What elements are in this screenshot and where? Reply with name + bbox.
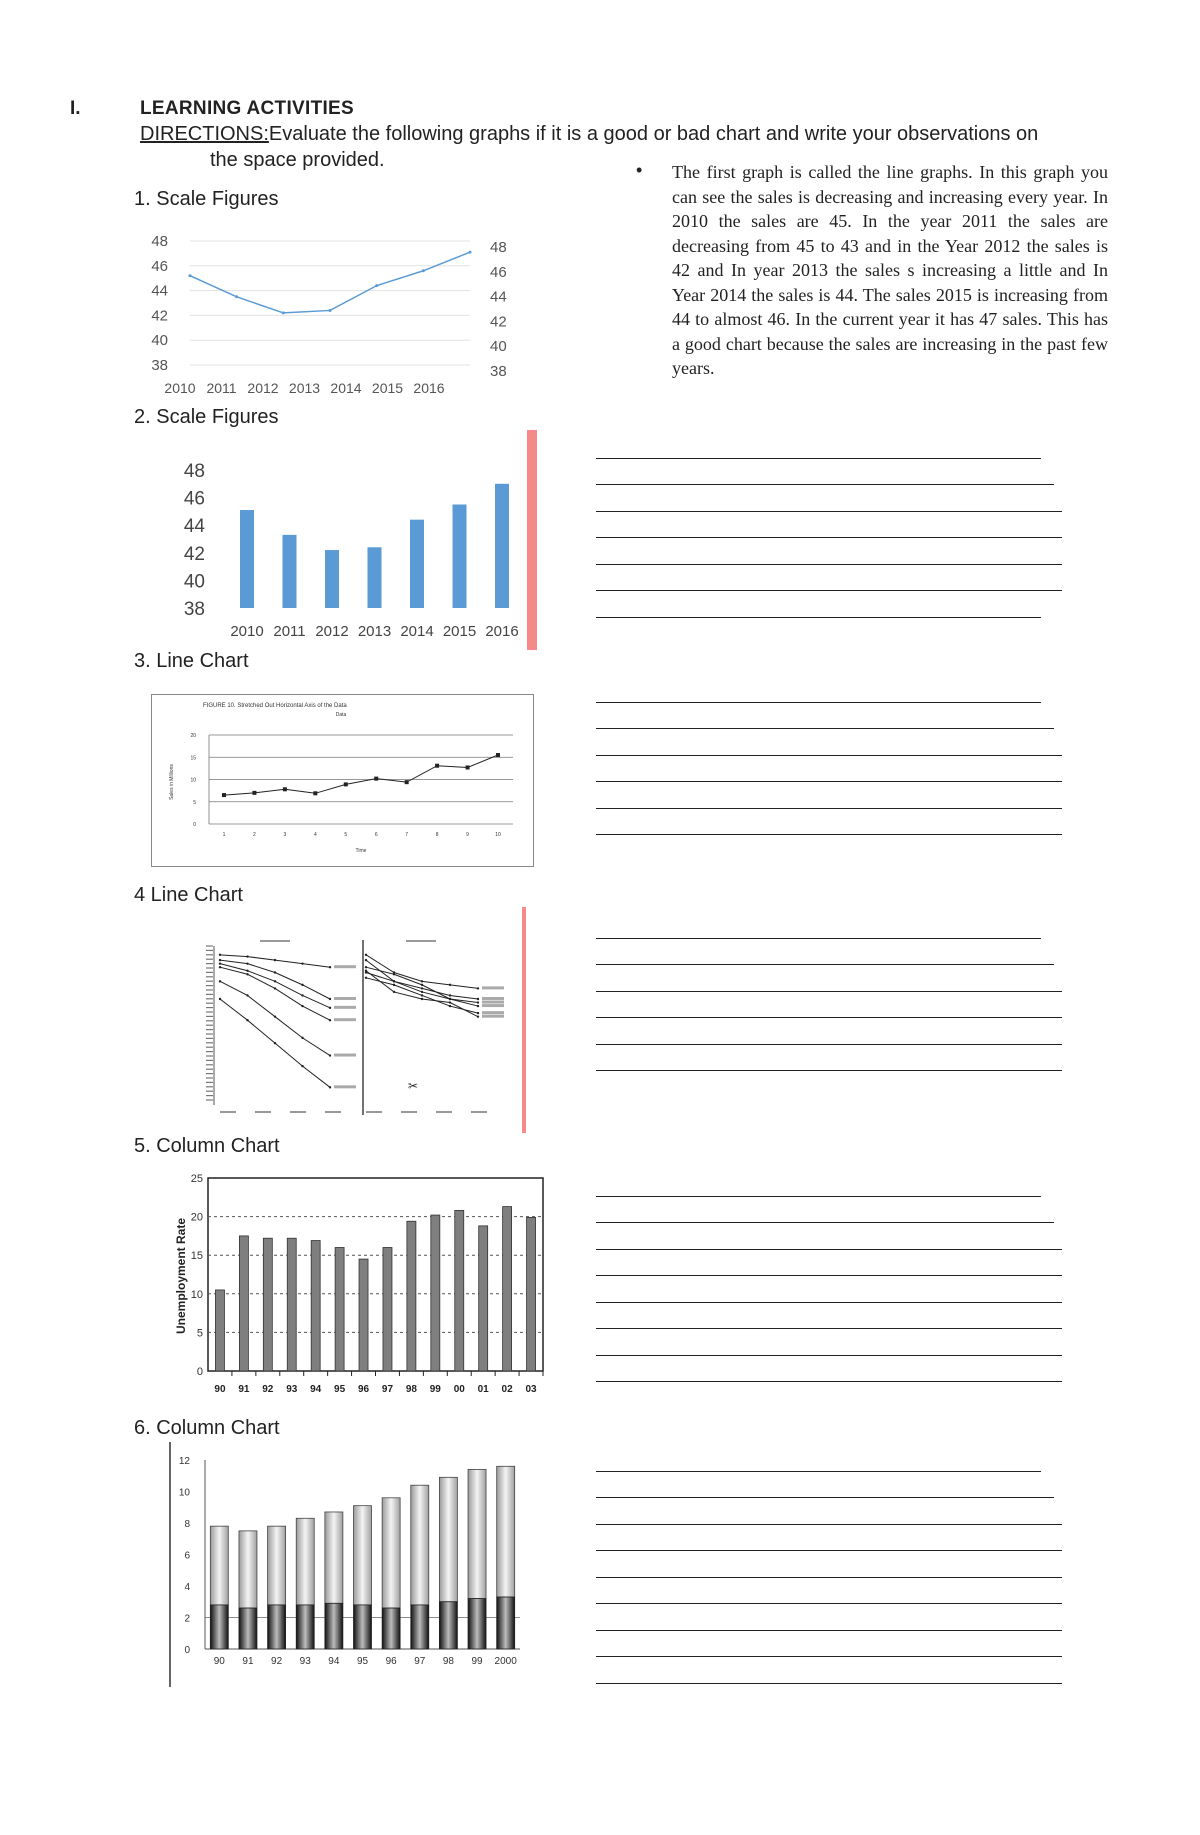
answer-lines-6[interactable]: [596, 1445, 1062, 1684]
answer-line[interactable]: [596, 1170, 1041, 1197]
answer-line[interactable]: [596, 809, 1062, 836]
data-point: [449, 998, 451, 1000]
answer-line[interactable]: [596, 459, 1054, 486]
bar-segment-lower: [239, 1608, 257, 1649]
data-point: [235, 295, 238, 298]
y-tick: 20: [190, 1211, 203, 1224]
x-tick: 92: [271, 1656, 283, 1667]
data-point: [449, 994, 451, 996]
data-point: [421, 987, 423, 989]
data-point: [274, 971, 276, 973]
x-tick: 1: [222, 832, 226, 838]
bar: [359, 1259, 368, 1371]
data-point: [405, 780, 409, 784]
answer-line[interactable]: [596, 756, 1062, 783]
bar: [287, 1238, 296, 1371]
data-point: [219, 959, 221, 961]
answer-line[interactable]: [596, 1276, 1062, 1303]
item-title-6: 6. Column Chart: [134, 1417, 280, 1439]
answer-line[interactable]: [596, 1356, 1062, 1383]
item-title-3: 3. Line Chart: [134, 650, 249, 672]
data-point: [301, 1037, 303, 1039]
data-point: [375, 284, 378, 287]
bar-segment-upper: [382, 1498, 400, 1608]
x-tick: [220, 1111, 236, 1113]
x-tick: 7: [405, 832, 409, 838]
answer-line[interactable]: [596, 1018, 1062, 1045]
data-point: [219, 962, 221, 964]
y-tick: 0: [196, 1366, 203, 1378]
item-title-4: 4 Line Chart: [134, 884, 243, 906]
x-tick: 93: [286, 1384, 298, 1395]
section-number: I.: [70, 98, 81, 119]
y-tick-left: 42: [151, 307, 168, 325]
legend-label: [482, 1011, 504, 1014]
data-point: [283, 787, 287, 791]
bar: [325, 550, 339, 608]
data-point: [421, 980, 423, 982]
chart-4-multi-line: [200, 940, 520, 1115]
answer-line[interactable]: [596, 1657, 1062, 1684]
x-tick: 2000: [494, 1656, 517, 1667]
data-point: [301, 962, 303, 964]
y-axis-label: Sales in Millions: [169, 764, 175, 800]
y-tick: 10: [178, 1487, 190, 1499]
item-title-1: 1. Scale Figures: [134, 188, 279, 210]
data-point: [282, 311, 285, 314]
bar: [335, 1247, 344, 1371]
y-tick: 5: [196, 1327, 203, 1340]
legend-label: [482, 1004, 504, 1007]
series-line: [190, 252, 470, 313]
answer-line[interactable]: [596, 1578, 1062, 1605]
x-tick: [255, 1111, 271, 1113]
bar: [455, 1210, 464, 1371]
answer-line[interactable]: [596, 729, 1062, 756]
directions-label: DIRECTIONS:: [140, 123, 269, 145]
x-tick: 91: [238, 1384, 250, 1395]
x-tick: 8: [435, 832, 439, 838]
x-tick: 95: [356, 1656, 369, 1667]
bullet-marker: •: [636, 160, 643, 180]
legend-label: [482, 986, 504, 989]
data-point: [313, 791, 317, 795]
y-tick: 6: [184, 1550, 190, 1562]
x-tick: 2013: [357, 623, 392, 640]
section-heading: LEARNING ACTIVITIES: [140, 98, 355, 119]
panel-title: [260, 940, 290, 942]
x-tick: 92: [262, 1384, 274, 1395]
answer-line[interactable]: [596, 992, 1062, 1019]
y-tick-left: 48: [151, 233, 168, 250]
y-tick: 4: [184, 1582, 190, 1593]
answer-line[interactable]: [596, 1631, 1062, 1658]
answer-line[interactable]: [596, 939, 1054, 966]
bar: [215, 1290, 224, 1371]
data-point: [393, 973, 395, 975]
y-tick: 25: [190, 1173, 203, 1185]
x-tick: 2014: [400, 623, 434, 640]
answer-line[interactable]: [596, 565, 1062, 592]
x-tick: 99: [471, 1656, 483, 1667]
x-tick: 97: [381, 1384, 394, 1395]
plot-frame: [208, 1178, 543, 1371]
x-tick: 99: [429, 1384, 441, 1395]
data-point: [344, 782, 348, 786]
bar: [431, 1215, 440, 1371]
series-line: [220, 964, 330, 1008]
x-tick: 98: [442, 1656, 454, 1667]
data-point: [477, 1015, 479, 1017]
y-tick: 10: [190, 1288, 203, 1301]
bar-segment-upper: [354, 1506, 372, 1605]
chart-title: FIGURE 10. Stretched Out Horizontal Axis of the Data: [203, 703, 347, 709]
red-margin-bar-1: [527, 430, 537, 650]
answer-line[interactable]: [596, 1197, 1054, 1224]
data-point: [329, 1054, 331, 1056]
bar-segment-lower: [497, 1597, 515, 1649]
y-tick: 40: [183, 571, 205, 593]
y-tick-left: 44: [151, 282, 168, 300]
data-point: [246, 994, 248, 996]
y-tick: 46: [183, 488, 205, 510]
y-tick: 0: [193, 822, 196, 828]
answer-lines-5[interactable]: [596, 1170, 1062, 1382]
data-point: [393, 980, 395, 982]
bar-segment-upper: [497, 1466, 515, 1597]
y-tick: 5: [193, 799, 196, 806]
x-tick: 2015: [442, 623, 477, 640]
data-point: [421, 991, 423, 993]
y-tick-right: 46: [490, 263, 507, 281]
data-point: [365, 977, 367, 979]
bar-segment-lower: [411, 1605, 429, 1649]
bar: [383, 1247, 392, 1371]
y-tick-left: 40: [151, 332, 168, 350]
x-tick: 2014: [330, 380, 362, 396]
answer-line[interactable]: [596, 512, 1062, 539]
data-point: [393, 991, 395, 993]
answer-line[interactable]: [596, 432, 1041, 459]
y-tick: 10: [190, 777, 196, 784]
data-point: [329, 998, 331, 1000]
bar-segment-upper: [325, 1512, 343, 1603]
answer-line[interactable]: [596, 1498, 1062, 1525]
legend-label: [334, 997, 356, 1000]
x-tick: 96: [357, 1384, 370, 1395]
answer-line[interactable]: [596, 1472, 1054, 1499]
y-tick: 12: [178, 1456, 190, 1467]
directions-text-2: the space provided.: [210, 149, 385, 171]
legend-label: [334, 965, 356, 968]
answer-line[interactable]: [596, 1250, 1062, 1277]
x-tick: 2011: [206, 380, 237, 396]
bar: [410, 520, 424, 608]
data-point: [365, 966, 367, 968]
y-tick: 2: [184, 1613, 190, 1625]
y-tick-right: 38: [490, 363, 507, 380]
data-point: [274, 980, 276, 982]
x-tick: 6: [374, 832, 378, 838]
data-point: [469, 251, 472, 254]
series-line: [220, 960, 330, 999]
x-tick: 98: [405, 1384, 417, 1395]
bar: [311, 1241, 320, 1371]
data-point: [246, 970, 248, 972]
answer-line[interactable]: [596, 1303, 1062, 1330]
data-point: [449, 984, 451, 986]
data-point: [477, 987, 479, 989]
chart-2-scale-bar: [170, 455, 530, 645]
answer-line[interactable]: [596, 1045, 1062, 1072]
x-tick: 90: [213, 1656, 225, 1667]
x-tick: 91: [242, 1656, 254, 1667]
x-tick: 10: [495, 832, 501, 838]
x-tick: [471, 1111, 487, 1113]
data-point: [246, 973, 248, 975]
bar-segment-lower: [210, 1605, 228, 1649]
data-point: [274, 987, 276, 989]
x-tick: 94: [328, 1656, 340, 1667]
chart-1-scale-line: [140, 225, 520, 400]
chart-5-column: [165, 1170, 545, 1400]
x-tick: 2015: [371, 380, 404, 396]
data-point: [219, 998, 221, 1000]
answer-line[interactable]: [596, 782, 1062, 809]
item-title-2: 2. Scale Figures: [134, 406, 279, 428]
y-tick-right: 48: [490, 239, 507, 256]
answer-line[interactable]: [596, 1551, 1062, 1578]
x-tick: 94: [310, 1384, 322, 1395]
y-tick: 38: [183, 599, 205, 620]
bar-segment-upper: [268, 1526, 286, 1605]
x-tick: 3: [283, 832, 287, 838]
y-tick: 48: [183, 461, 205, 482]
data-point: [274, 1042, 276, 1044]
data-point: [301, 994, 303, 996]
data-point: [466, 765, 470, 769]
bar-segment-lower: [439, 1602, 457, 1649]
x-tick: 9: [466, 832, 469, 838]
bar-segment-upper: [468, 1469, 486, 1598]
data-point: [422, 269, 425, 272]
x-tick: 90: [214, 1384, 226, 1395]
bar: [240, 510, 254, 608]
x-tick: 2012: [315, 623, 349, 640]
x-tick: 96: [385, 1656, 397, 1667]
x-tick: 2010: [164, 380, 196, 396]
y-tick: 0: [184, 1645, 190, 1656]
bar-segment-upper: [439, 1477, 457, 1601]
bar-segment-lower: [268, 1605, 286, 1649]
y-axis-label: Unemployment Rate: [174, 1217, 188, 1335]
data-point: [329, 1007, 331, 1009]
x-tick: 01: [477, 1384, 489, 1395]
observation-text: The first graph is called the line graphs. In this graph you can see the sales is decreasing and increasing every year. In 2010 the sales are 45. In the year 2011 the sales are decreasing from 45 to 43 and in the Year 2012 the sales is 42 and In year 2013 the sales s increasing a little and In Year 2014 the sales is 44. The sales 2015 is increasing from 44 to almost 46. In the current year it has 47 sales. This has a good chart because the sales are increasing in the past few years.: [672, 162, 1108, 378]
data-point: [219, 954, 221, 956]
data-point: [421, 984, 423, 986]
y-tick: 42: [183, 543, 205, 565]
data-point: [301, 1065, 303, 1067]
x-tick: [401, 1111, 417, 1113]
x-tick: 2010: [230, 623, 264, 640]
scissors-icon: ✂: [408, 1079, 419, 1093]
x-tick: [436, 1111, 452, 1113]
answer-line[interactable]: [596, 703, 1054, 730]
answer-line[interactable]: [596, 1445, 1041, 1472]
red-margin-bar-2: [522, 907, 526, 1133]
data-point: [252, 791, 256, 795]
answer-lines-3[interactable]: [596, 676, 1062, 835]
bar: [407, 1221, 416, 1371]
data-point: [329, 309, 332, 312]
data-point: [274, 1015, 276, 1017]
x-tick: 97: [414, 1656, 426, 1667]
data-point: [329, 966, 331, 968]
data-point: [421, 998, 423, 1000]
data-point: [449, 1005, 451, 1007]
item-title-5: 5. Column Chart: [134, 1135, 280, 1157]
data-point: [374, 777, 378, 781]
data-point: [393, 984, 395, 986]
bar-segment-lower: [325, 1603, 343, 1649]
answer-line[interactable]: [596, 485, 1062, 512]
y-tick: 8: [184, 1519, 190, 1530]
legend-label: [334, 1054, 356, 1057]
y-tick: 20: [190, 733, 196, 739]
data-point: [219, 966, 221, 968]
data-point: [365, 954, 367, 956]
data-point: [365, 970, 367, 972]
x-tick: 2016: [485, 623, 519, 640]
data-point: [477, 998, 479, 1000]
data-point: [329, 1019, 331, 1021]
y-tick: 44: [183, 516, 205, 538]
data-point: [477, 1001, 479, 1003]
bar: [479, 1226, 488, 1371]
y-tick: 15: [190, 1250, 203, 1263]
bar: [495, 484, 509, 608]
bar-segment-upper: [296, 1518, 314, 1605]
data-point: [219, 980, 221, 982]
bar: [453, 505, 467, 609]
series-line: [220, 981, 330, 1055]
bar-segment-lower: [296, 1605, 314, 1649]
x-tick: 2: [253, 832, 256, 838]
answer-line[interactable]: [596, 1604, 1062, 1631]
x-tick: [325, 1111, 341, 1113]
answer-line[interactable]: [596, 1525, 1062, 1552]
x-tick: 2016: [413, 380, 445, 396]
data-point: [365, 959, 367, 961]
data-point: [421, 994, 423, 996]
bar: [368, 547, 382, 608]
legend-label: [482, 1015, 504, 1018]
legend-label: [334, 1085, 356, 1088]
y-tick-right: 40: [490, 338, 507, 356]
data-point: [496, 753, 500, 757]
legend-label: [334, 1006, 356, 1009]
data-point: [329, 1086, 331, 1088]
answer-line[interactable]: [596, 1223, 1062, 1250]
data-point: [301, 984, 303, 986]
answer-lines-2[interactable]: [596, 432, 1062, 618]
x-tick: 93: [299, 1656, 311, 1667]
data-point: [246, 955, 248, 957]
panel-title: [406, 940, 436, 942]
answer-line[interactable]: [596, 538, 1062, 565]
x-tick: 5: [344, 832, 348, 838]
data-point: [477, 1005, 479, 1007]
data-point: [301, 1005, 303, 1007]
bar: [283, 535, 297, 608]
x-tick: 4: [313, 832, 317, 838]
legend-label: [482, 997, 504, 1000]
bar-segment-lower: [354, 1605, 372, 1649]
x-tick: [366, 1111, 382, 1113]
chart-3-line: [151, 694, 534, 867]
y-tick: 15: [190, 755, 196, 762]
answer-lines-4[interactable]: [596, 912, 1062, 1071]
bar: [503, 1207, 512, 1371]
chart-6-stacked-column: [165, 1442, 525, 1687]
data-point: [189, 274, 192, 277]
x-axis-label: Time: [355, 848, 367, 854]
x-tick: 95: [334, 1384, 346, 1395]
data-point: [274, 959, 276, 961]
data-point: [246, 1019, 248, 1021]
answer-line[interactable]: [596, 676, 1041, 703]
y-tick-right: 42: [490, 313, 507, 331]
bar-segment-lower: [468, 1599, 486, 1649]
bar: [527, 1217, 536, 1371]
bar: [263, 1238, 272, 1371]
chart-subtitle: Data: [335, 712, 347, 718]
x-tick: 2012: [247, 380, 279, 396]
x-tick: [290, 1111, 306, 1113]
data-point: [477, 1012, 479, 1014]
x-tick: 2011: [273, 623, 306, 640]
y-tick-right: 44: [490, 288, 507, 306]
legend-label: [334, 1018, 356, 1021]
answer-line[interactable]: [596, 912, 1041, 939]
y-tick-left: 38: [151, 357, 168, 374]
data-point: [435, 764, 439, 768]
answer-line[interactable]: [596, 965, 1062, 992]
bar-segment-upper: [239, 1531, 257, 1608]
answer-line[interactable]: [596, 591, 1041, 618]
bar-segment-lower: [382, 1608, 400, 1649]
data-point: [222, 793, 226, 797]
directions-text-1: Evaluate the following graphs if it is a good or bad chart and write your observations on: [268, 123, 1039, 145]
x-tick: 00: [453, 1384, 465, 1395]
data-point: [246, 962, 248, 964]
y-tick-left: 46: [151, 257, 168, 275]
x-tick: 2013: [288, 380, 321, 396]
x-tick: 03: [525, 1384, 537, 1395]
bar-segment-upper: [210, 1526, 228, 1605]
x-tick: 02: [501, 1384, 513, 1395]
bar-segment-upper: [411, 1485, 429, 1605]
data-point: [449, 1001, 451, 1003]
answer-line[interactable]: [596, 1329, 1062, 1356]
legend-label: [482, 1001, 504, 1004]
bar: [239, 1236, 248, 1371]
